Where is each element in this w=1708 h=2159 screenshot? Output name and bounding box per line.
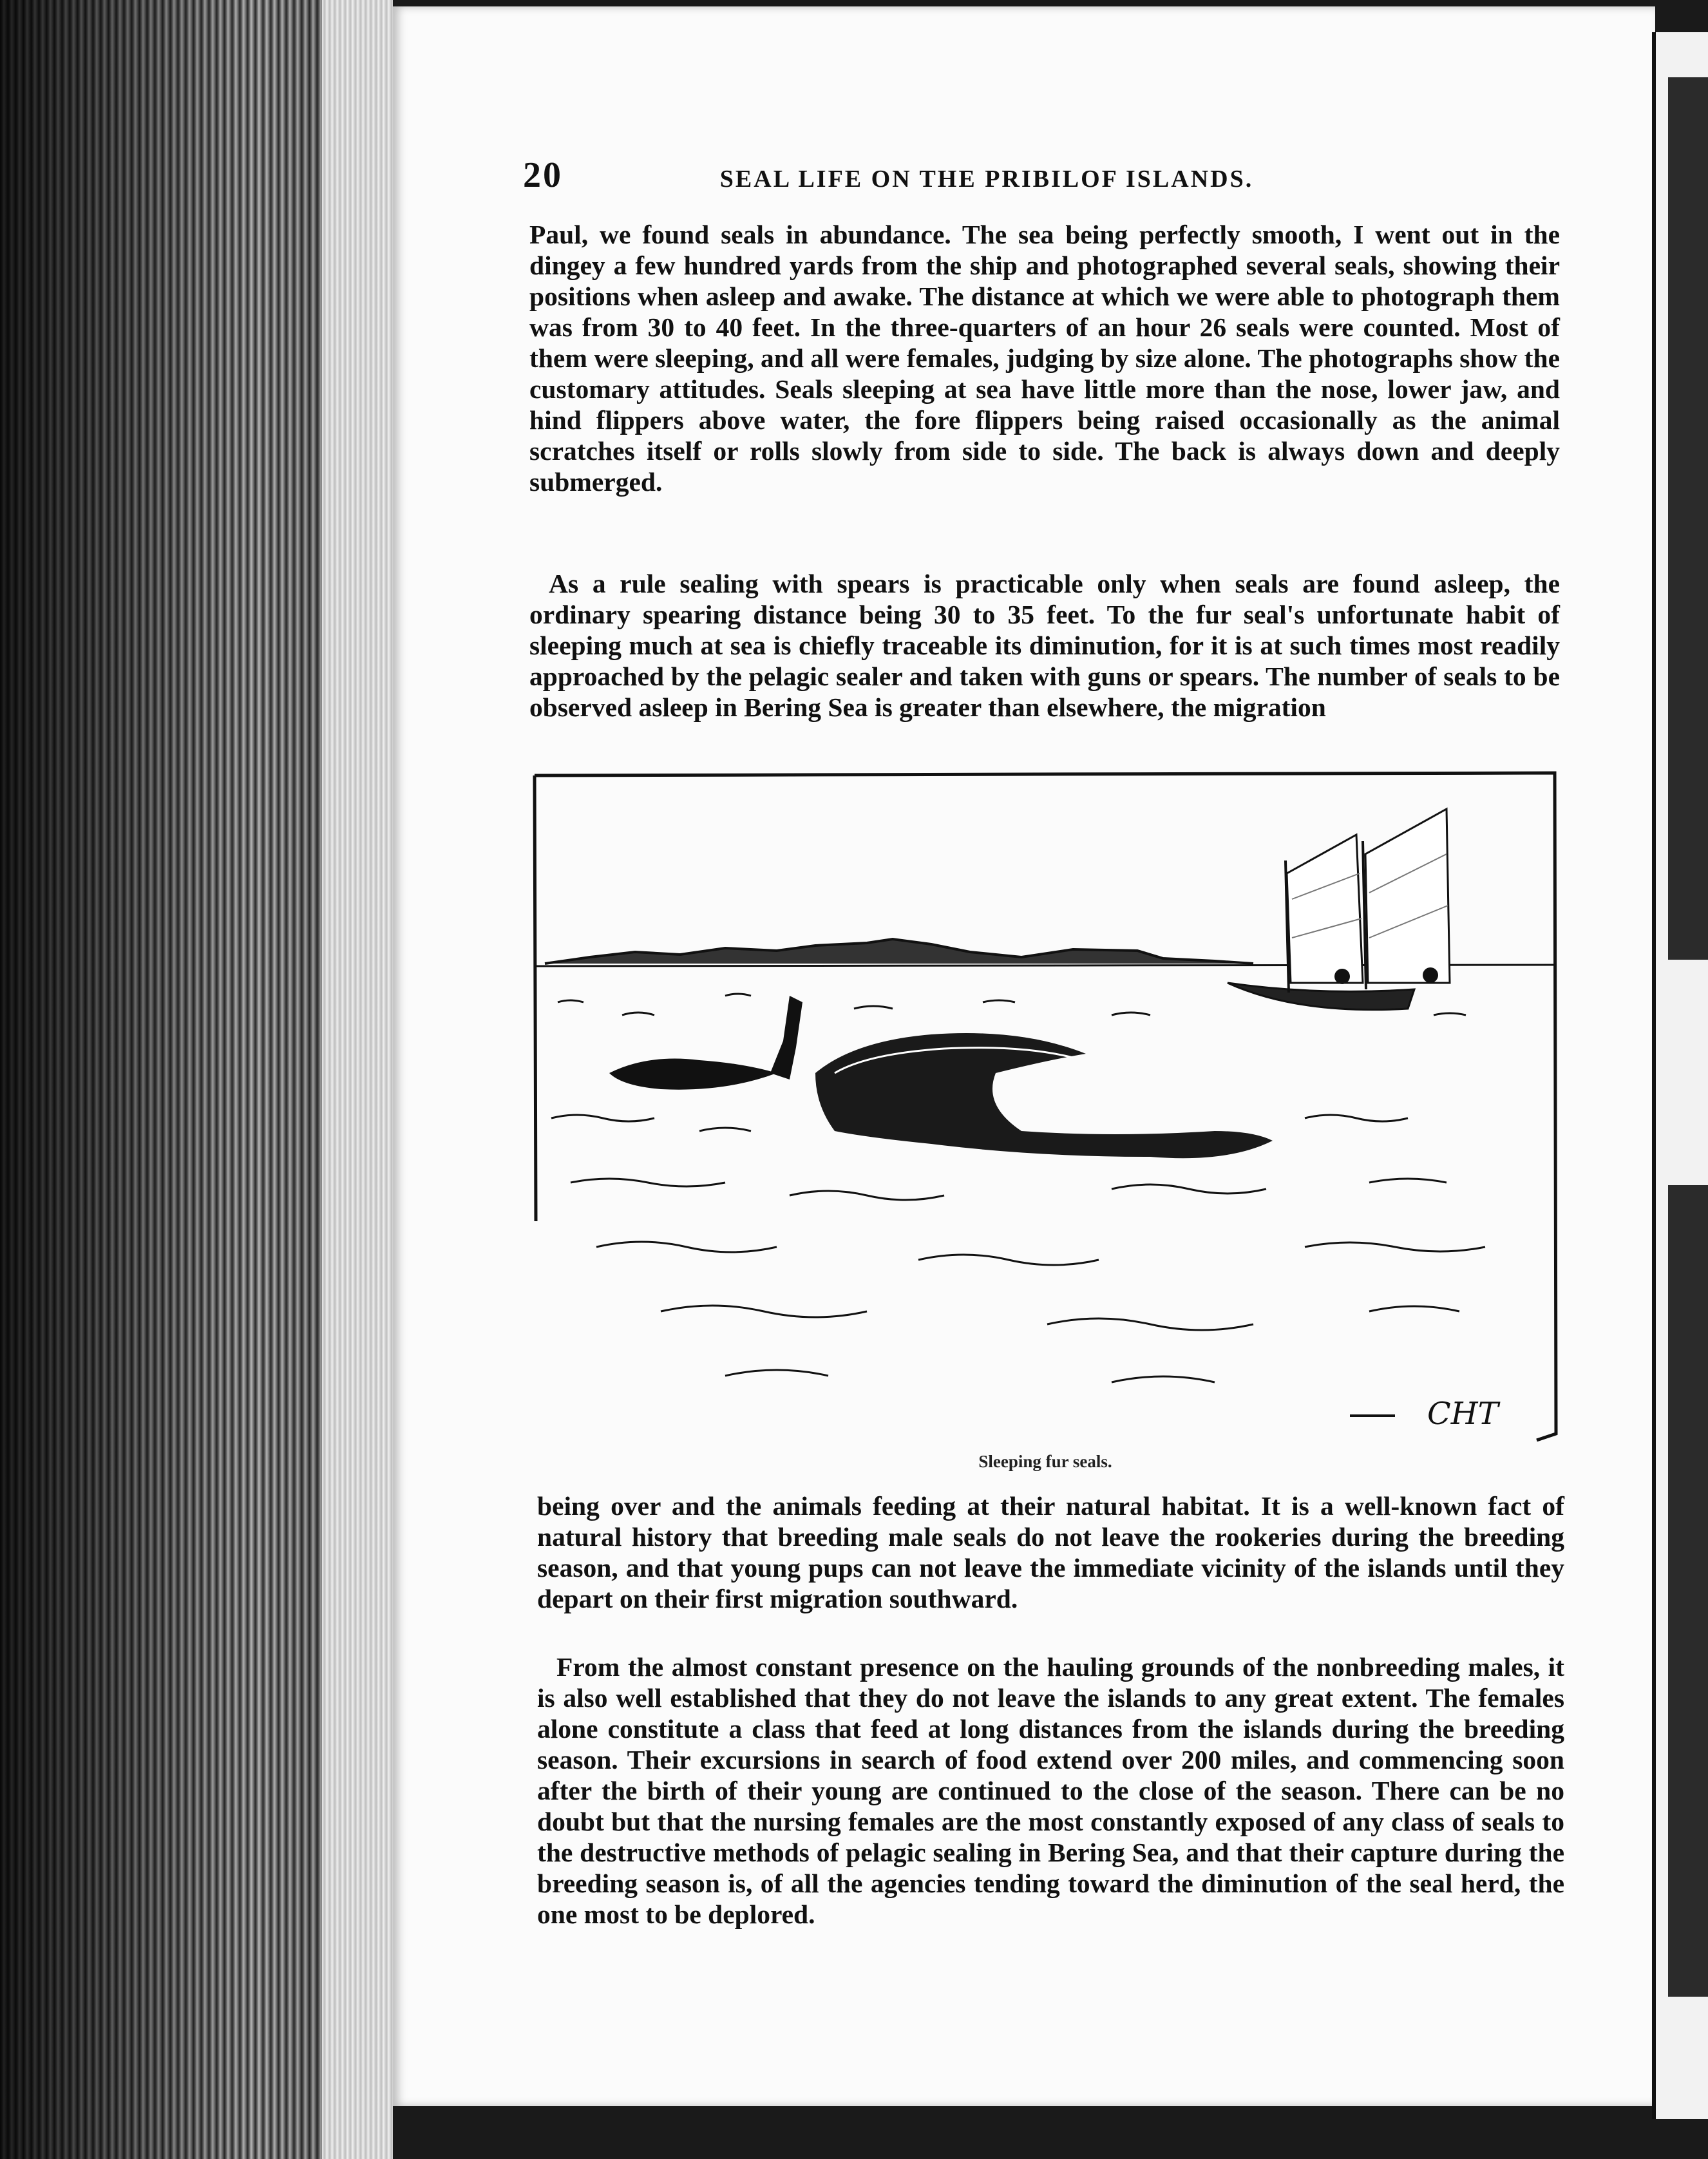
facing-page-photo-bottom	[1668, 1185, 1708, 1997]
page-leaf-stack	[322, 0, 393, 2159]
sleeping-fur-seals-illustration	[532, 770, 1559, 1448]
book-edge-shadow	[0, 0, 367, 2159]
running-head	[523, 155, 1354, 196]
running-title: SEAL LIFE ON THE PRIBILOF ISLANDS.	[719, 166, 1254, 193]
facing-page-photo-top	[1668, 77, 1708, 960]
paragraph-4: From the almost constant presence on the hauling grounds of the nonbreeding males, it is also well established that they do not leave the islands to any great extent. The females alone constitute a class that feed at long distances from the islands during the breeding season. Their excursions in search of food extend over 200 miles, and commencing soon after the birth of their young are continued to the close of the season. There can be no doubt but that the nursing females are the most constantly exposed of any class of seals to the destructive methods of pelagic sealing in Bering Sea, and that their capture during the breeding season is, of all the agencies tending toward the diminution of the seal herd, the one most to be deplored.	[537, 1652, 1564, 1929]
paragraph-3: being over and the animals feeding at their natural habitat. It is a well-known fact of natural history that breeding male seals do not leave the rookeries during the breeding season, and that young pups can not leave the immediate vicinity of the islands until they depart on their first migration southward.	[537, 1491, 1564, 1613]
paragraph-1: Paul, we found seals in abundance. The sea being perfectly smooth, I went out in the dingey a few hundred yards from the ship and photographed several seals, showing their positions when asleep and awake. The distance at which we were able to photograph them was from 30 to 40 feet. In the three-quarters of an hour 26 seals were counted. Most of them were sleeping, and all were females, judging by size alone. The photographs show the customary attitudes. Seals sleeping at sea have little more than the nose, lower jaw, and hind flippers above water, the fore flippers being raised occasionally as the animal scratches itself or rolls slowly from side to side. The back is always down and deeply submerged.	[529, 220, 1560, 497]
page-number: 20	[523, 155, 563, 195]
artist-signature: CHT	[1427, 1396, 1499, 1432]
figure-caption: Sleeping fur seals.	[978, 1452, 1112, 1471]
paragraph-2: As a rule sealing with spears is practicable only when seals are found asleep, the ordinary spearing distance being 30 to 35 feet. To the fur seal's unfortunate habit of sleeping much at sea is chiefly traceable its diminution, for it is at such times most readily approached by the pelagic sealer and taken with guns or spears. The number of seals to be observed asleep in Bering Sea is greater than elsewhere, the migration	[529, 569, 1560, 722]
